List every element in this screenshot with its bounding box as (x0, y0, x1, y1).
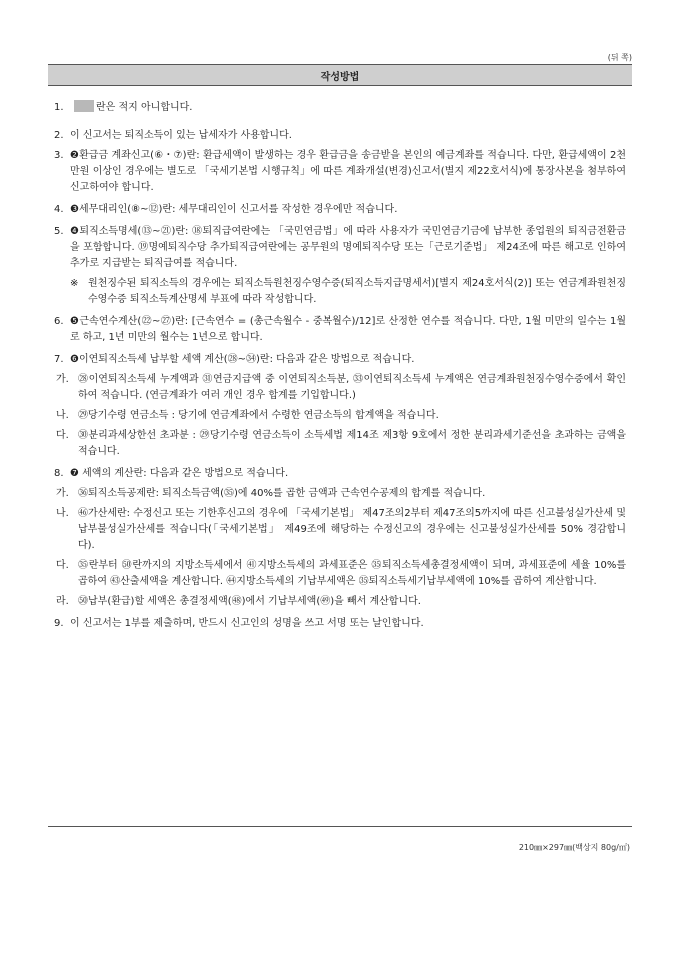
section-title-text: 작성방법 (320, 71, 360, 83)
item-number: 7. (54, 354, 64, 365)
item-text: 란은 적지 아니합니다. (96, 102, 193, 113)
sub-item-number: 나. (56, 410, 69, 421)
paper-spec-footer: 210㎜×297㎜(백상지 80g/㎡) (518, 843, 630, 852)
instruction-item-6 (54, 314, 626, 346)
sub-item-text: ㊻가산세란: 수정신고 또는 기한후신고의 경우에 「국세기본법」 제47조의2부터 제47조의5까지에 따른 신고불성실가산세 및 납부불성실가산세를 적습니다(「국세기본법」 제49조에 해당하는 수정신고의 경우에는 신고불성실가산세를 50% 경감합니다). (78, 508, 626, 551)
instruction-item-5-note (70, 276, 626, 308)
item-number: 8. (54, 468, 64, 479)
instruction-item-7-sub-a (54, 372, 626, 404)
instruction-item-7-sub-b (54, 408, 626, 424)
sub-item-text: ㉟란부터 ㊿란까지의 지방소득세에서 ㊶지방소득세의 과세표준은 ㉟퇴직소득세총결정세액이 되며, 과세표준에 세율 10%를 곱하여 ㊸산출세액을 계산합니다. ㊹지방소득세의 기납부세액은 ㉟퇴직소득세기납부세액에 10%를 곱하여 계산합니다. (78, 560, 626, 587)
sub-item-number: 가. (56, 374, 69, 385)
item-number: 5. (54, 226, 64, 237)
instruction-item-8-sub-b (54, 506, 626, 554)
instruction-item-8 (54, 466, 626, 482)
item-text: 이 신고서는 퇴직소득이 있는 납세자가 사용합니다. (70, 130, 292, 141)
back-side-label: (뒤 쪽) (607, 53, 632, 62)
sub-item-number: 나. (56, 508, 69, 519)
instruction-item-9 (54, 616, 626, 632)
sub-item-number: 라. (56, 596, 69, 607)
instruction-item-2 (54, 128, 626, 144)
sub-item-number: 다. (56, 560, 69, 571)
item-text: ❸세무대리인(⑧~⑫)란: 세무대리인이 신고서를 작성한 경우에만 적습니다. (70, 204, 398, 215)
shaded-field-marker (74, 100, 94, 112)
item-number: 1. (54, 102, 64, 113)
sub-item-text: ㉘이연퇴직소득세 누계액과 ㉛연금지급액 중 이연퇴직소득분, ㉝이연퇴직소득세 누계액은 연금계좌원천징수영수증에서 확인하여 적습니다. (연금계좌가 여러 개인 경우 합계를 기입합니다.) (78, 374, 626, 401)
instruction-item-8-sub-d (54, 594, 626, 610)
item-number: 2. (54, 130, 64, 141)
item-number: 4. (54, 204, 64, 215)
item-number: 9. (54, 618, 64, 629)
item-text: ❺근속연수계산(㉒~㉗)란: [근속연수 = (총근속월수 - 중복월수)/12]로 산정한 연수를 적습니다. 다만, 1월 미만의 일수는 1월로 하고, 1년 미만의 월수는 1년으로 합니다. (70, 316, 626, 343)
item-text: 이 신고서는 1부를 제출하며, 반드시 신고인의 성명을 쓰고 서명 또는 날인합니다. (70, 618, 424, 629)
item-text: ❻이연퇴직소득세 납부할 세액 계산(㉘~㉞)란: 다음과 같은 방법으로 적습니다. (70, 354, 415, 365)
instruction-item-8-sub-a (54, 486, 626, 502)
item-text: ❷환급금 계좌신고(⑥・⑦)란: 환급세액이 발생하는 경우 환급금을 송금받을 본인의 예금계좌를 적습니다. 다만, 환급세액이 2천만원 이상인 경우에는 별도로 「국세기본법 시행규칙」에 따른 계좌개설(변경)신고서(별지 제22호서식)에 통장사본을 첨부하여 신고하여야 합니다. (70, 150, 626, 193)
instruction-item-4 (54, 202, 626, 218)
sub-item-text: ㉚분리과세상한선 초과분 : ㉙당기수령 연금소득이 소득세법 제14조 제3항 9호에서 정한 분리과세기준선을 초과하는 금액을 적습니다. (78, 430, 626, 457)
note-mark: ※ (70, 278, 79, 289)
sub-item-number: 다. (56, 430, 69, 441)
item-text: ❹퇴직소득명세(⑬~㉑)란: ⑱퇴직급여란에는 「국민연금법」에 따라 사용자가 국민연금기금에 납부한 종업원의 퇴직금전환금을 포함합니다. ⑲명예퇴직수당 추가퇴직급여란에는 공무원의 명예퇴직수당 또는「근로기준법」 제24조에 따른 해고로 인하여 추가로 지급받는 퇴직급여를 적습니다. (70, 226, 626, 269)
instruction-item-7-sub-c (54, 428, 626, 460)
bottom-divider (48, 826, 632, 827)
instruction-item-7 (54, 352, 626, 368)
sub-item-text: ㊿납부(환급)할 세액은 총결정세액(㊽)에서 기납부세액(㊾)을 빼서 계산합니다. (78, 596, 421, 607)
instruction-item-3 (54, 148, 626, 196)
instruction-item-8-sub-c (54, 558, 626, 590)
note-text: 원천징수된 퇴직소득의 경우에는 퇴직소득원천징수영수증(퇴직소득지급명세서)[별지 제24호서식(2)] 또는 연금계좌원천징수영수증 퇴직소득계산명세 부표에 따라 작성합니다. (88, 278, 626, 305)
item-number: 3. (54, 150, 64, 161)
sub-item-number: 가. (56, 488, 69, 499)
section-title (48, 64, 632, 86)
document-page (48, 0, 632, 962)
item-text: ❼ 세액의 계산란: 다음과 같은 방법으로 적습니다. (70, 468, 289, 479)
sub-item-text: ㉙당기수령 연금소득 : 당기에 연금계좌에서 수령한 연금소득의 합계액을 적습니다. (78, 410, 439, 421)
item-number: 6. (54, 316, 64, 327)
instruction-list (54, 100, 626, 638)
instruction-item-1 (54, 100, 626, 116)
instruction-item-5 (54, 224, 626, 272)
sub-item-text: ㊱퇴직소득공제란: 퇴직소득금액(㉟)에 40%를 곱한 금액과 근속연수공제의 합계를 적습니다. (78, 488, 486, 499)
